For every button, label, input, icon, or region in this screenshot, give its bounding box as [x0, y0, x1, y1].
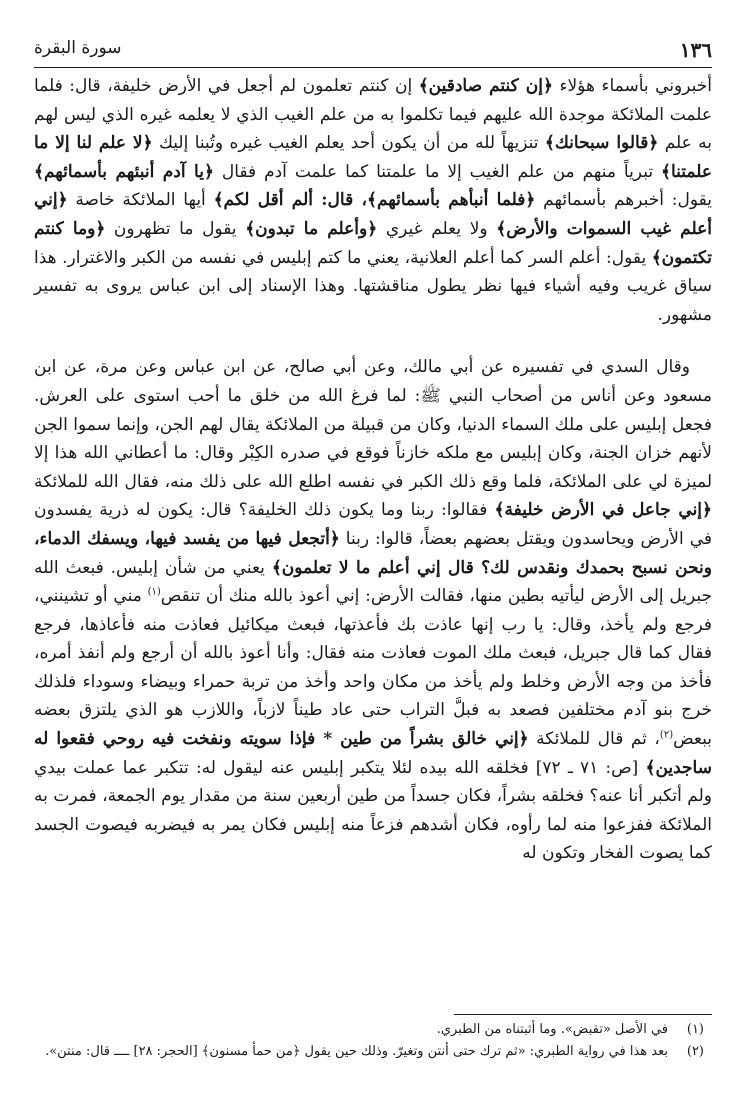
- quran-quote: ﴿وأعلم ما تبدون﴾: [245, 218, 378, 239]
- quran-quote: ﴿إني جاعل في الأرض خليفة﴾: [494, 500, 712, 521]
- quran-quote: ﴿فلما أنبأهم بأسمائهم﴾، قال: ألم أقل لكم﴾: [213, 190, 536, 211]
- footnote-text: بعد هذا في رواية الطبري: «ثم ترك حتى أنتن وتغيرّ. وذلك حين يقول ﴿من حمأ مسنون﴾ [الحجر: ٢٨] ــــ قال: منتن».: [45, 1044, 668, 1059]
- text-run: [ص: ٧١ ـ ٧٢] فخلقه الله بيده لئلا يتكبر إبليس عنه ليقول له: تتكبر عما عملت بيدي ولم أتكبر أنا عنه؟ فخلقه بشراً، فكان جسداً من طين أربعين سنة من مقدار يوم الجمعة، فمرت به الملائكة ففزعوا منه لما رأوه، فكان أشدهم فزعاً منه إبليس فكان يمر به فيضربه فيصوت الجسد كما يصوت الفخار وتكون له: [34, 757, 712, 864]
- paragraph-2: [34, 353, 712, 868]
- surah-name: سورة البقرة: [34, 38, 122, 58]
- paragraph-1: [34, 72, 712, 329]
- footnote-text: في الأصل «تقبض». وما أثبتناه من الطبري.: [436, 1022, 668, 1037]
- text-run: إن كنتم تعلمون لم أجعل في الأرض خليفة، قال: فلما علمت الملائكة موجدة الله عليهم فيما تكلموا به من علم الغيب الذي لا يعلمه غيره الذي ليس لهم به علم: [34, 76, 713, 154]
- text-run: وقال السدي في تفسيره عن أبي مالك، وعن أبي صالح، عن ابن عباس وعن مرة، عن ابن مسعود وعن أناس من أصحاب النبي ﷺ: لما فرغ الله من خلق ما أحب استوى على العرش. فجعل إبليس على ملك السماء الدنيا، وكان من قبيلة من الملائكة يقال لهم الجن، وإنما سموا الجن لأنهم خزان الجنة، وكان إبليس مع ملكه خازناً فوقع في صدره الكِبْر وقال: ما أعطاني الله هذا إلا لميزة لي على الملائكة، فلما وقع ذلك الكبر في نفسه اطلع الله على ذلك منه، فقال الله للملائكة: [34, 357, 712, 492]
- quran-quote: ﴿لا علم لنا إلا ما علمتنا﴾: [34, 133, 712, 182]
- text-run: أيها الملائكة خاصة: [67, 190, 214, 211]
- footnotes: [34, 1019, 712, 1063]
- text-run: يقول: أخبرهم بأسمائهم: [535, 190, 712, 211]
- text-run: فقالوا: ربنا وما يكون ذلك الخليفة؟ قال: يكون له ذرية يفسدون في الأرض ويحاسدون ويقتل بعضهم بعضاً، قالوا: ربنا: [34, 500, 712, 549]
- page-header: [34, 36, 712, 66]
- header-divider: [34, 67, 712, 68]
- footnote-ref-1[interactable]: (١): [147, 586, 161, 598]
- footnote-2: [34, 1041, 712, 1063]
- text-run: يقول ما تظهرون: [105, 218, 246, 239]
- quran-quote: ﴿أتجعل فيها من يفسد فيها، ويسفك الدماء، ونحن نسبح بحمدك ونقدس لك؟ قال إني أعلم ما لا تعلمون﴾: [34, 528, 712, 578]
- quran-quote: ﴿إني خالق بشراً من طين * فإذا سويته ونفخت فيه روحي فقعوا له ساجدين﴾: [34, 729, 712, 778]
- text-run: تبرياً منهم من علم الغيب إلا ما علمتنا كما علمت آدم فقال: [213, 161, 661, 182]
- quran-quote: ﴿إني أعلم غيب السموات والأرض﴾: [34, 190, 712, 239]
- footnote-divider: [454, 1014, 712, 1015]
- quran-quote: ﴿وما كنتم تكتمون﴾: [34, 218, 712, 268]
- quran-quote: ﴿يا آدم أنبئهم بأسمائهم﴾: [34, 161, 214, 182]
- text-run: يقول: أعلم السر كما أعلم العلانية، يعني ما كتم إبليس في نفسه من الكبر والاغترار. هذا سياق غريب وفيه أشياء فيها نظر يطول مناقشتها. وهذا الإسناد إلى ابن عباس يروى به تفسير مشهور.: [34, 247, 712, 325]
- text-run: ، ثم قال للملائكة: [528, 729, 660, 750]
- footnote-number: (٢): [686, 1044, 704, 1059]
- text-run: ولا يعلم غيري: [377, 218, 497, 239]
- text-run: مني أو تشينني، فرجع ولم يأخذ، وقال: يا رب إنها عاذت بك فأعذتها، فبعث ميكائيل فعاذت منه فأعاذها، فرجع فقال كما قال جبريل، فبعث ملك الموت فعاذت منه فقال: وأنا أعوذ بالله أن أرجع ولم أنفذ أمره، فأخذ من وجه الأرض وخلط ولم يأخذ من مكان واحد وأخذ من تربة حمراء وبيضاء وسوداء فلذلك خرج بنو آدم مختلفين فصعد به فبلَّ التراب حتى عاد طيناً لازباً، واللازب هو الذي يلتزق بعضه ببعض: [34, 586, 712, 750]
- quran-quote: ﴿قالوا سبحانك﴾: [544, 133, 659, 154]
- quran-quote: ﴿إن كنتم صادقين﴾: [418, 76, 553, 96]
- text-run: تنزيهاً لله من أن يكون أحد يعلم الغيب غيره وتُبنا إليك: [152, 133, 545, 154]
- text-run: أخبروني بأسماء هؤلاء: [552, 76, 712, 96]
- page-number: ١٣٦: [679, 38, 712, 62]
- footnote-ref-2[interactable]: (٢): [659, 729, 674, 741]
- text-run: يعني من شأن إبليس. فبعث الله جبريل إلى الأرض ليأتيه بطين منها، فقالت الأرض: إني أعوذ بالله منك أن تنقص: [34, 557, 713, 607]
- footnote-1: [34, 1019, 712, 1041]
- footnote-number: (١): [686, 1022, 704, 1037]
- main-text: [34, 72, 712, 868]
